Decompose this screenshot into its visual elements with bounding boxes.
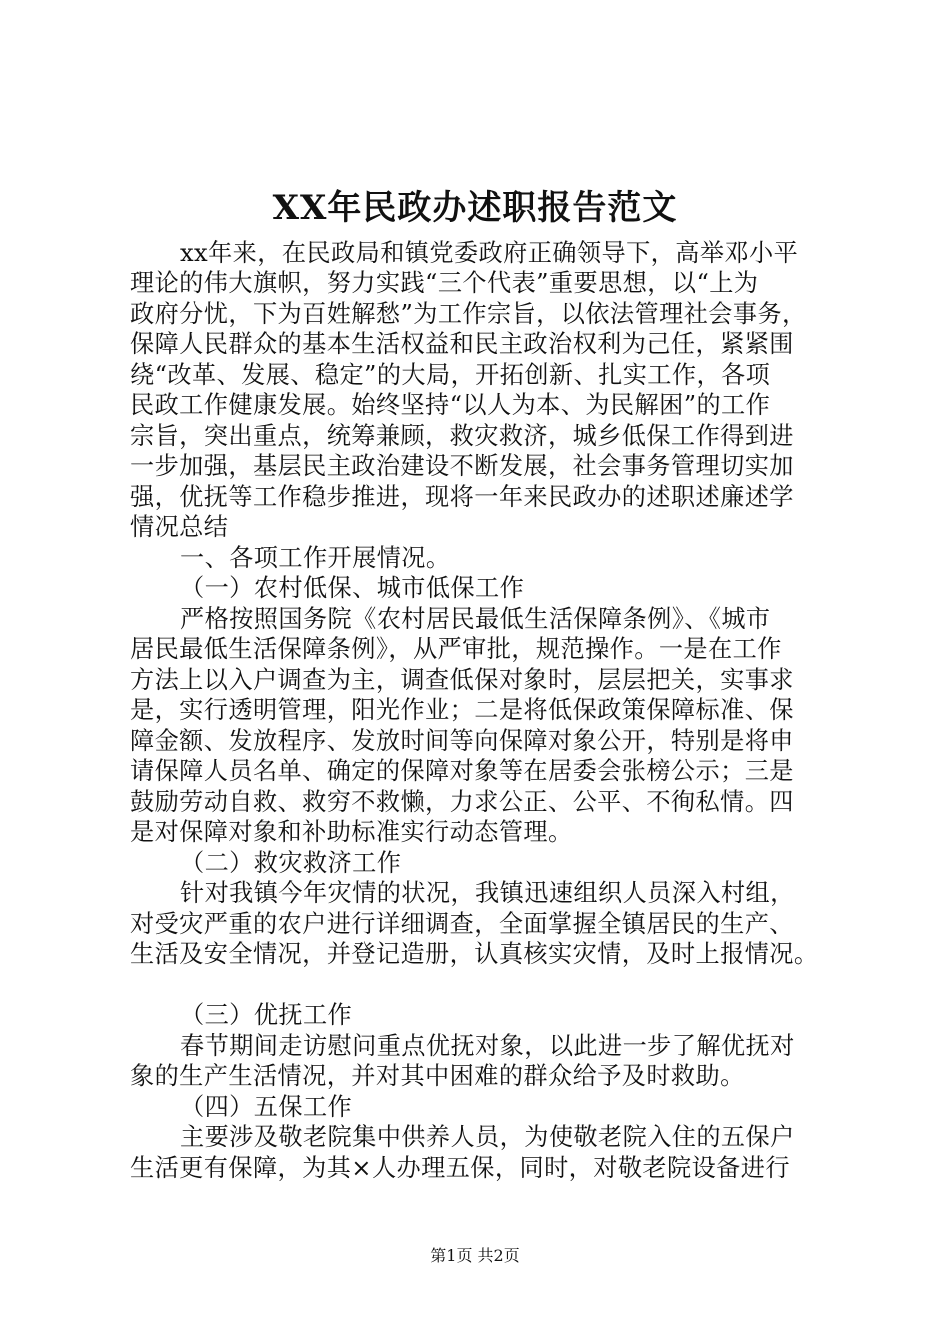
- body-line: 象的生产生活情况，并对其中困难的群众给予及时救助。: [130, 1062, 745, 1090]
- body-line: 春节期间走访慰问重点优抚对象，以此进一步了解优抚对: [180, 1032, 795, 1060]
- subsection-heading: （三）优抚工作: [180, 1001, 353, 1029]
- body-line: 民政工作健康发展。始终坚持“以人为本、为民解困”的工作: [130, 391, 771, 419]
- body-line: 生活及安全情况，并登记造册，认真核实灾情，及时上报情况。: [130, 940, 819, 968]
- body-line: 主要涉及敬老院集中供养人员，为使敬老院入住的五保户: [180, 1123, 795, 1151]
- body-line: xx年来，在民政局和镇党委政府正确领导下，高举邓小平: [180, 239, 799, 267]
- document-title: XX年民政办述职报告范文: [272, 188, 678, 228]
- body-line: 是，实行透明管理，阳光作业；二是将低保政策保障标准、保: [130, 696, 794, 724]
- subsection-heading: （二）救灾救济工作: [180, 849, 402, 877]
- body-line: 居民最低生活保障条例》，从严审批，规范操作。一是在工作: [130, 635, 782, 663]
- body-line: 政府分忧，下为百姓解愁”为工作宗旨，以依法管理社会事务，: [130, 300, 807, 328]
- body-line: 保障人民群众的基本生活权益和民主政治权利为己任，紧紧围: [130, 330, 794, 358]
- body-line: 对受灾严重的农户进行详细调查，全面掌握全镇居民的生产、: [130, 910, 794, 938]
- body-line: 理论的伟大旗帜，努力实践“三个代表”重要思想，以“上为: [130, 269, 759, 297]
- body-line: 障金额、发放程序、发放时间等向保障对象公开，特别是将申: [130, 727, 794, 755]
- body-line: 方法上以入户调查为主，调查低保对象时，层层把关，实事求: [130, 666, 794, 694]
- body-line: 宗旨，突出重点，统筹兼顾，救灾救济，城乡低保工作得到进: [130, 422, 794, 450]
- page-number-footer: 第1页 共2页: [430, 1246, 520, 1265]
- body-line: 一步加强，基层民主政治建设不断发展，社会事务管理切实加: [130, 452, 794, 480]
- section-heading: 一、各项工作开展情况。: [180, 544, 451, 572]
- body-line: 请保障人员名单、确定的保障对象等在居委会张榜公示；三是: [130, 757, 794, 785]
- body-line: 针对我镇今年灾情的状况，我镇迅速组织人员深入村组，: [180, 879, 795, 907]
- body-line: 是对保障对象和补助标准实行动态管理。: [130, 818, 573, 846]
- body-line: 生活更有保障，为其×人办理五保，同时，对敬老院设备进行: [130, 1154, 790, 1182]
- body-line: 绕“改革、发展、稳定”的大局，开拓创新、扎实工作，各项: [130, 361, 771, 389]
- body-line: 鼓励劳动自救、救穷不救懒，力求公正、公平、不徇私情。四: [130, 788, 794, 816]
- subsection-heading: （四）五保工作: [180, 1093, 353, 1121]
- subsection-heading: （一）农村低保、城市低保工作: [180, 574, 525, 602]
- body-line: 强，优抚等工作稳步推进，现将一年来民政办的述职述廉述学: [130, 483, 794, 511]
- body-line: 严格按照国务院《农村居民最低生活保障条例》、《城市: [180, 605, 771, 633]
- body-line: 情况总结: [130, 513, 229, 541]
